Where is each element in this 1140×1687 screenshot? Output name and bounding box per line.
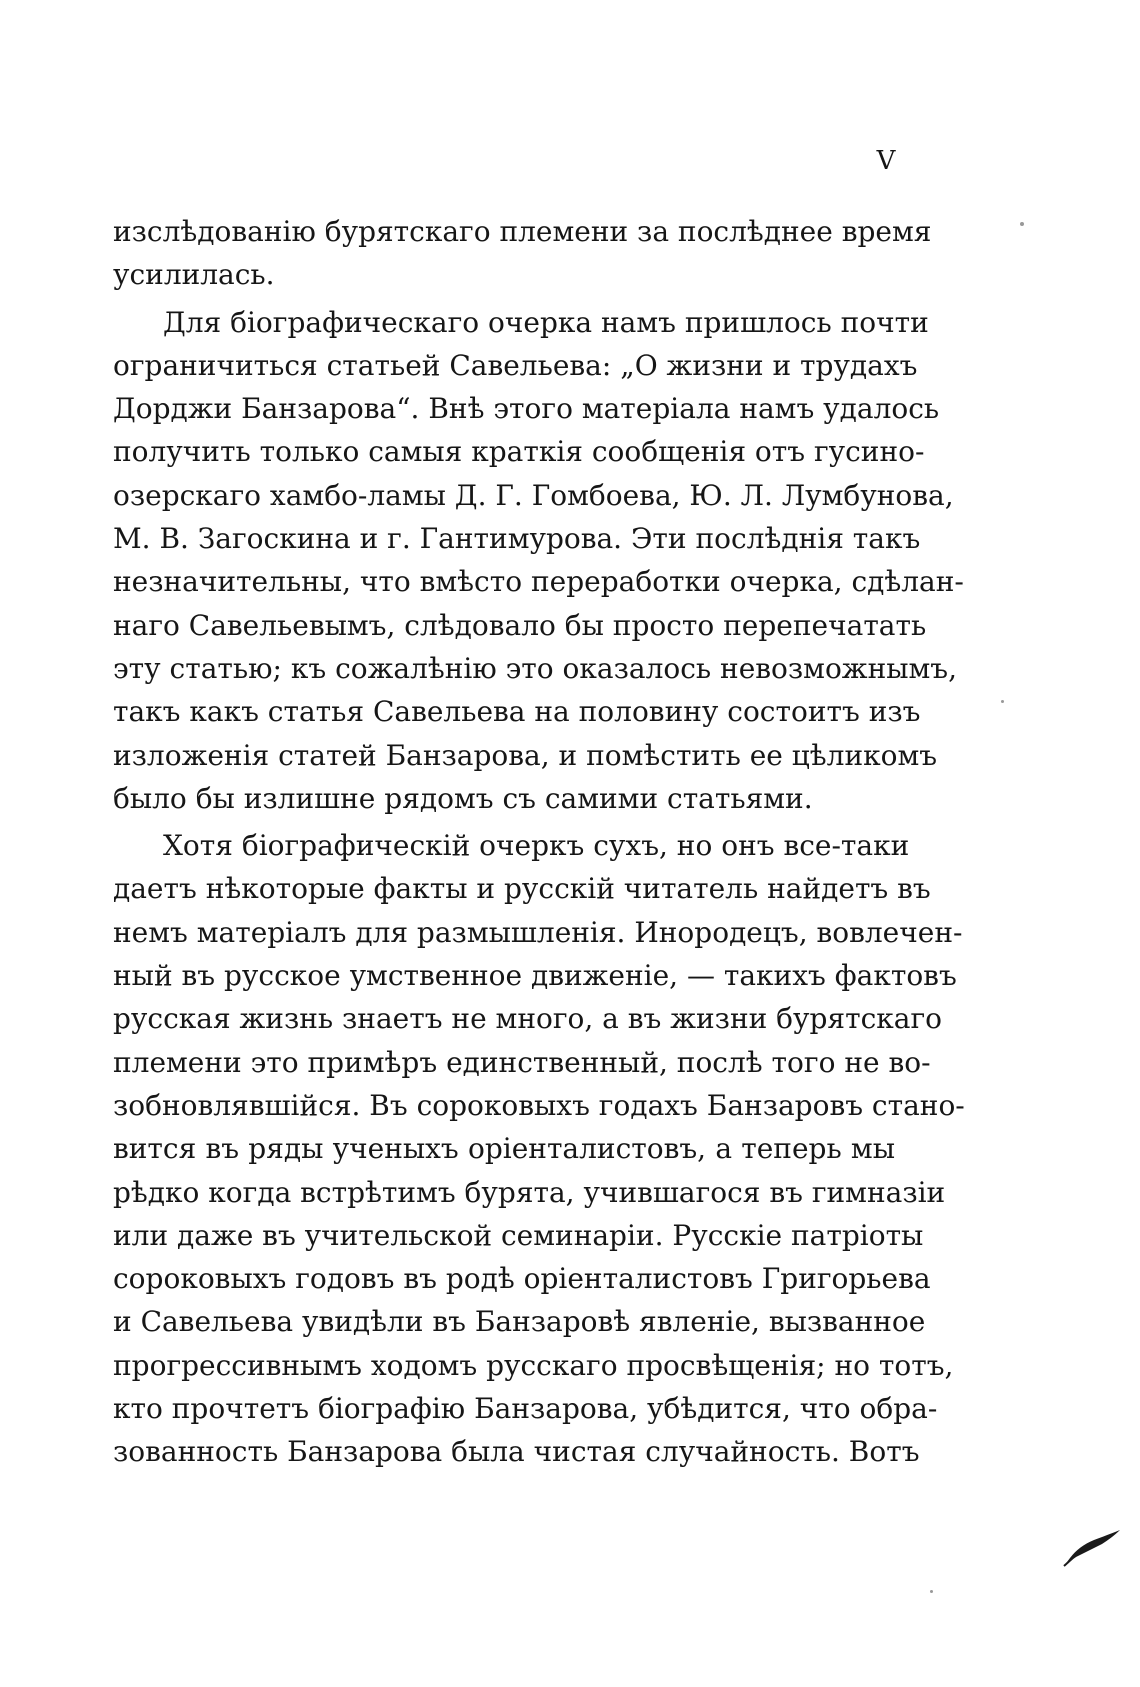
text-line: даетъ нѣкоторые факты и русскій читатель найдетъ въ	[113, 872, 931, 906]
text-line: Дорджи Банзарова“. Внѣ этого матеріала намъ удалось	[113, 392, 940, 426]
page-number: V	[876, 146, 896, 176]
paper-speck	[1001, 700, 1004, 703]
text-line: вится въ ряды ученыхъ оріенталистовъ, а теперь мы	[113, 1132, 895, 1166]
text-line: зованность Банзарова была чистая случайность. Вотъ	[113, 1435, 920, 1469]
text-line: озерскаго хамбо-ламы Д. Г. Гомбоева, Ю. Л. Лумбунова,	[113, 478, 954, 512]
text-line: или даже въ учительской семинаріи. Русскіе патріоты	[113, 1218, 924, 1252]
text-line: усилилась.	[113, 258, 275, 292]
text-line: Хотя біографическій очеркъ сухъ, но онъ все-таки	[163, 829, 910, 863]
text-line: ный въ русское умственное движеніе, — такихъ фактовъ	[113, 959, 957, 993]
text-line: русская жизнь знаетъ не много, а въ жизни бурятскаго	[113, 1002, 942, 1036]
text-line: рѣдко когда встрѣтимъ бурята, учившагося въ гимназіи	[113, 1175, 946, 1209]
paragraph-3	[113, 824, 965, 1473]
paper-speck	[1020, 222, 1024, 226]
text-line: зобновлявшійся. Въ сороковыхъ годахъ Банзаровъ стано-	[113, 1088, 965, 1122]
text-line: племени это примѣръ единственный, послѣ того не во-	[113, 1045, 931, 1079]
text-line: сороковыхъ годовъ въ родѣ оріенталистовъ Григорьева	[113, 1262, 931, 1296]
text-line: наго Савельевымъ, слѣдовало бы просто перепечатать	[113, 608, 927, 642]
text-body	[113, 210, 965, 1474]
text-line: такъ какъ статья Савельева на половину состоитъ изъ	[113, 695, 921, 729]
text-line: незначительны, что вмѣсто переработки очерка, сдѣлан-	[113, 565, 964, 599]
text-line: изложенія статей Банзарова, и помѣстить ее цѣликомъ	[113, 738, 938, 772]
paper-speck	[930, 1590, 933, 1593]
text-line: ограничиться статьей Савельева: „О жизни и трудахъ	[113, 348, 918, 382]
text-line: и Савельева увидѣли въ Банзаровѣ явленіе, вызванное	[113, 1305, 926, 1339]
ink-smudge-mark	[1062, 1528, 1122, 1568]
text-line: Для біографическаго очерка намъ пришлось почти	[163, 305, 929, 339]
text-line: эту статью; къ сожалѣнію это оказалось невозможнымъ,	[113, 651, 958, 685]
text-line: немъ матеріалъ для размышленія. Инородецъ, вовлечен-	[113, 915, 963, 949]
text-line: М. В. Загоскина и г. Гантимурова. Эти послѣднія такъ	[113, 522, 921, 556]
text-line: кто прочтетъ біографію Банзарова, убѣдится, что обра-	[113, 1392, 938, 1426]
paragraph-1	[113, 210, 932, 297]
paragraph-2	[113, 301, 964, 821]
text-line: изслѣдованію бурятскаго племени за послѣднее время	[113, 215, 932, 248]
text-line: было бы излишне рядомъ съ самими статьями.	[113, 781, 813, 815]
text-line: получить только самыя краткія сообщенія отъ гусино-	[113, 435, 925, 469]
text-line: прогрессивнымъ ходомъ русскаго просвѣщенія; но тотъ,	[113, 1348, 954, 1382]
